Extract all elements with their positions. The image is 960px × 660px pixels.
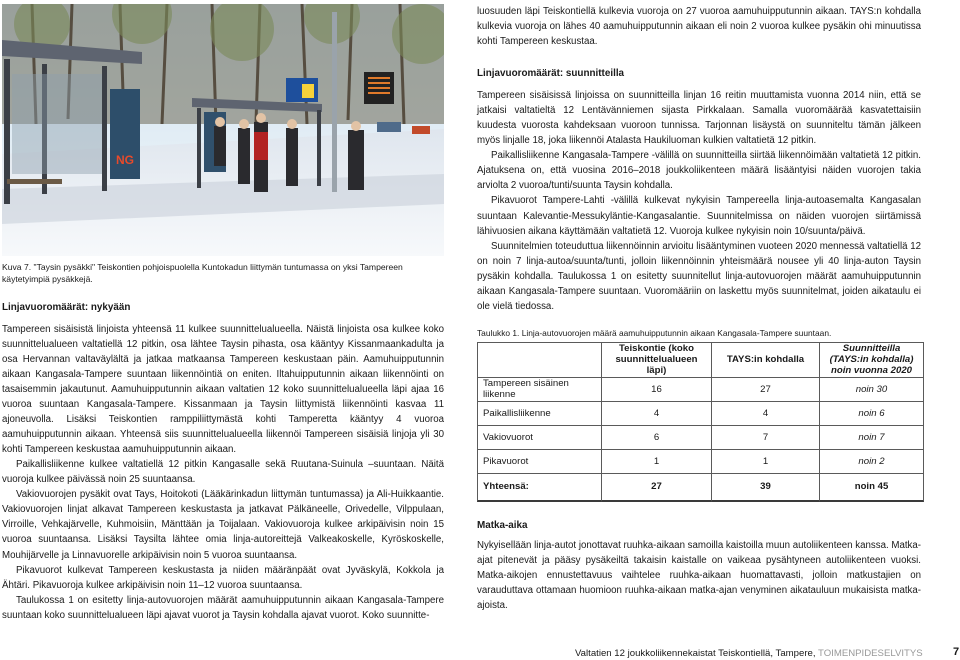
paragraph: Tampereen sisäisistä linjoista yhteensä 11 kulkee suunnittelualueella. Näistä linjoista osa kulkee koko suunnittelualueen valtatiellä 12 pitkin, osa lähtee Taysin pihasta, osa kääntyy Kissanmaankadulta ja osa Hervannan valtaväylältä ja jatkaa matkaansa Tampereen keskustaan päin. Aamuhuipputunnin aikaan Kangasala-Tampere suuntaan liikennöintiä on eniten. Iltahuipputunnin aikaan liikennöinti on tasaisemmin jakautunut. Aamuhuipputunnin aikaan valtatien 12 koko suunnittelualueella läpi ajaa 16 vuoroa suuntaan Kangasala-Tampere. Kissanmaan ja Taysin liittymistä liikennöinti kasvaa 11 ajoneuvolla. Lisäksi Teiskontien ramppiliittymästä kohti Tamperetta kääntyy 4 vuoroa aamuhuipputunnin aikaan. Yhteensä siis suunnittelualueella liikennöi Tampereen sisäisiä linjoja yli 30 kohti Tampereen keskustaa aamuhuipputunnin aikaan. xyxy=(2,323,444,456)
table-cell: Yhteensä: xyxy=(477,474,602,502)
table-cell: 1 xyxy=(712,450,820,474)
table-cell: Vakiovuorot xyxy=(477,426,602,450)
footer-title: Valtatien 12 joukkoliikennekaistat Teiskontiellä, Tampere, xyxy=(575,648,819,659)
photo-caption: Kuva 7. "Taysin pysäkki" Teiskontien pohjoispuolella Kuntokadun liittymän tuntumassa on yksi Tampereen käytetyimpiä pysäkkejä. xyxy=(2,262,403,285)
bus-stop-photo xyxy=(2,4,444,256)
table-cell: Tampereen sisäinen liikenne xyxy=(477,378,602,402)
table-cell: noin 30 xyxy=(820,378,924,402)
paragraph: Paikallisliikenne kulkee valtatiellä 12 pitkin Kangasalle sekä Ruutana-Suinula –suuntaan. Näitä vuoroja kulkee päivässä noin 25 suuntaansa. xyxy=(2,459,444,486)
section-heading-travel-time: Matka-aika xyxy=(477,519,528,531)
table-header-cell: TAYS:in kohdalla xyxy=(712,342,820,378)
table-row xyxy=(477,450,924,474)
paragraph: Vakiovuorojen pysäkit ovat Tays, Hoitokoti (Lääkärinkadun liittymän tuntumassa) ja Ali-Huikkaantie. Vakiovuorojen linjat alkavat Tampereen keskustasta ja jatkavat Pälkäneelle, Orivedelle, Vilppulaan, Virroille, Vehkajärvelle, Kuhmoisiin, Mänttään ja Toijalaan. Vakiovuoroja kulkee arkipäivisin noin 15 vuoroa suuntaansa. Lisäksi Taysilta lähtee omia linja-autoreittejä Valkeakoskelle, Kyröskoskelle, Mouhijärvelle ja Linnavuorelle arkipäivisin noin 5 vuoroa suuntaansa. xyxy=(2,489,444,561)
paragraph: Paikallisliikenne Kangasala-Tampere -välillä on suunnitteilla siirtää liikennöimään valtatietä 12 pitkin. Ajatuksena on, että vuosina 2016–2018 joukkoliikenteen määrä lisääntyisi näiden vuorojen takia arviolta 2 vuoroa/tunti/suunta Taysin kohdalla. xyxy=(477,150,921,192)
paragraph: Pikavuorot kulkevat Tampereen keskustasta ja niiden määränpäät ovat Jyväskylä, Kokkola ja Ähtäri. Pikavuoroja kulkee arkipäivisin noin 11–12 vuoroa suuntaansa. xyxy=(2,564,444,591)
table-header-row xyxy=(477,342,924,378)
table-cell: noin 45 xyxy=(820,474,924,502)
paragraph: Pikavuorot Tampere-Lahti -välillä kulkevat nykyisin Tampereella linja-autoasemalta Kangasalan suuntaan Kalevantie-Messukyläntie-Kangasalantie. Suunnitelmissa on näiden vuorojen siirtämissä lähivuosien aikana käyttämään valtatietä 12. Vuoroja kulkee nykyisin noin 10/suunta/päivä. xyxy=(477,195,921,237)
table-cell: 27 xyxy=(712,378,820,402)
paragraph: Taulukossa 1 on esitetty linja-autovuorojen määrät aamuhuipputunnin aikaan Kangasala-Tampere suuntaan koko suunnittelualueen läpi ajavat vuorot ja Taysin kohdalla ajavat vuorot. Koko suunnitte- xyxy=(2,594,444,621)
bus-stop-photo-illustration xyxy=(2,4,444,256)
table-cell: 16 xyxy=(602,378,712,402)
table-header-cell: Suunnitteilla (TAYS:in kohdalla) noin vuonna 2020 xyxy=(820,342,924,378)
paragraph: Tampereen sisäisissä linjoissa on suunnitteilla linjan 16 reitin muuttamista vuonna 2014 niin, että se jatkaisi valtatieltä 12 Lentävänniemen sijasta Pirkkalaan. Samalla vuoromäärää kasvatettaisiin kuudesta vuorosta kahdeksaan vuoroon tunnissa. Tarjonnan lisäystä on suunniteltu tämän jälkeen myös linjalle 18, joka liikennöi Atalasta Haukiluoman kulkien valtatietä 12 pitkin. xyxy=(477,90,921,147)
table-header-cell xyxy=(477,342,602,378)
table-cell: 39 xyxy=(712,474,820,502)
bus-departures-table xyxy=(477,342,924,502)
page-number: 7 xyxy=(953,646,960,658)
page-footer xyxy=(575,648,923,659)
table-row xyxy=(477,426,924,450)
table-cell: 4 xyxy=(712,402,820,426)
table-total-row xyxy=(477,474,924,502)
paragraph: luosuuden läpi Teiskontiellä kulkevia vuoroja on 27 vuoroa aamuhuipputunnin aikaan. TAYS:n kohdalla kulkevia vuoroja on lähes 40 aamuhuipputunnin aikaan eli noin 2 vuoroa kulkee pysäkin ohi minuutissa kohti Tampereen keskustaa. xyxy=(477,6,921,48)
table-cell: 6 xyxy=(602,426,712,450)
table-cell: 1 xyxy=(602,450,712,474)
svg-text:NG: NG xyxy=(116,153,134,167)
table-cell: Paikallisliikenne xyxy=(477,402,602,426)
table-caption: Taulukko 1. Linja-autovuorojen määrä aamuhuipputunnin aikaan Kangasala-Tampere suuntaan. xyxy=(477,327,832,338)
table-cell: Pikavuorot xyxy=(477,450,602,474)
table-row xyxy=(477,378,924,402)
left-column xyxy=(2,4,444,623)
table-row xyxy=(477,402,924,426)
paragraph: Suunnitelmien toteuduttua liikennöinnin arvioitu lisääntyminen vuoteen 2020 mennessä valtatiellä 12 on noin 7 linja-autoa/suunta/tunti, jolloin liikennöinnin yhteismäärä nousee yli 40 linja-auton Taysin pysäkin kohdalla. Taulukossa 1 on esitetty suunnitellut linja-autovuorojen määrät aamuhuipputunnin aikaan Kangasala-Tampere suuntaan. Vuoromääriin on laskettu myös suunnitelmat, joiden aikataulu ei ole vielä tiedossa. xyxy=(477,240,921,312)
table-cell: noin 7 xyxy=(820,426,924,450)
table-cell: noin 2 xyxy=(820,450,924,474)
table-cell: 7 xyxy=(712,426,820,450)
section-heading-planned: Linjavuoromäärät: suunnitteilla xyxy=(477,68,625,80)
table-header-cell: Teiskontie (koko suunnittelualueen läpi) xyxy=(602,342,712,378)
footer-highlight: TOIMENPIDESELVITYS xyxy=(818,648,923,659)
table-cell: noin 6 xyxy=(820,402,924,426)
paragraph: Nykyisellään linja-autot jonottavat ruuhka-aikaan samoilla kaistoilla muun autoliikenteen kanssa. Matka-ajat pitenevät ja pääsy pysäkeiltä takaisin kaistalle on vaikeaa pysähtyneen autoliikenteen vuoksi. Matka-aikojen ennustettavuus vaihtelee ruuhka-aikaan huomattavasti, jolloin matkustajien on varauduttava ottamaan huomioon ruuhka-aikaan matka-ajan venyminen aikatauluun mukaisista matka-ajoista. xyxy=(477,539,921,612)
right-column xyxy=(477,4,921,613)
table-cell: 27 xyxy=(602,474,712,502)
table-cell: 4 xyxy=(602,402,712,426)
section-heading-current: Linjavuoromäärät: nykyään xyxy=(2,301,131,313)
